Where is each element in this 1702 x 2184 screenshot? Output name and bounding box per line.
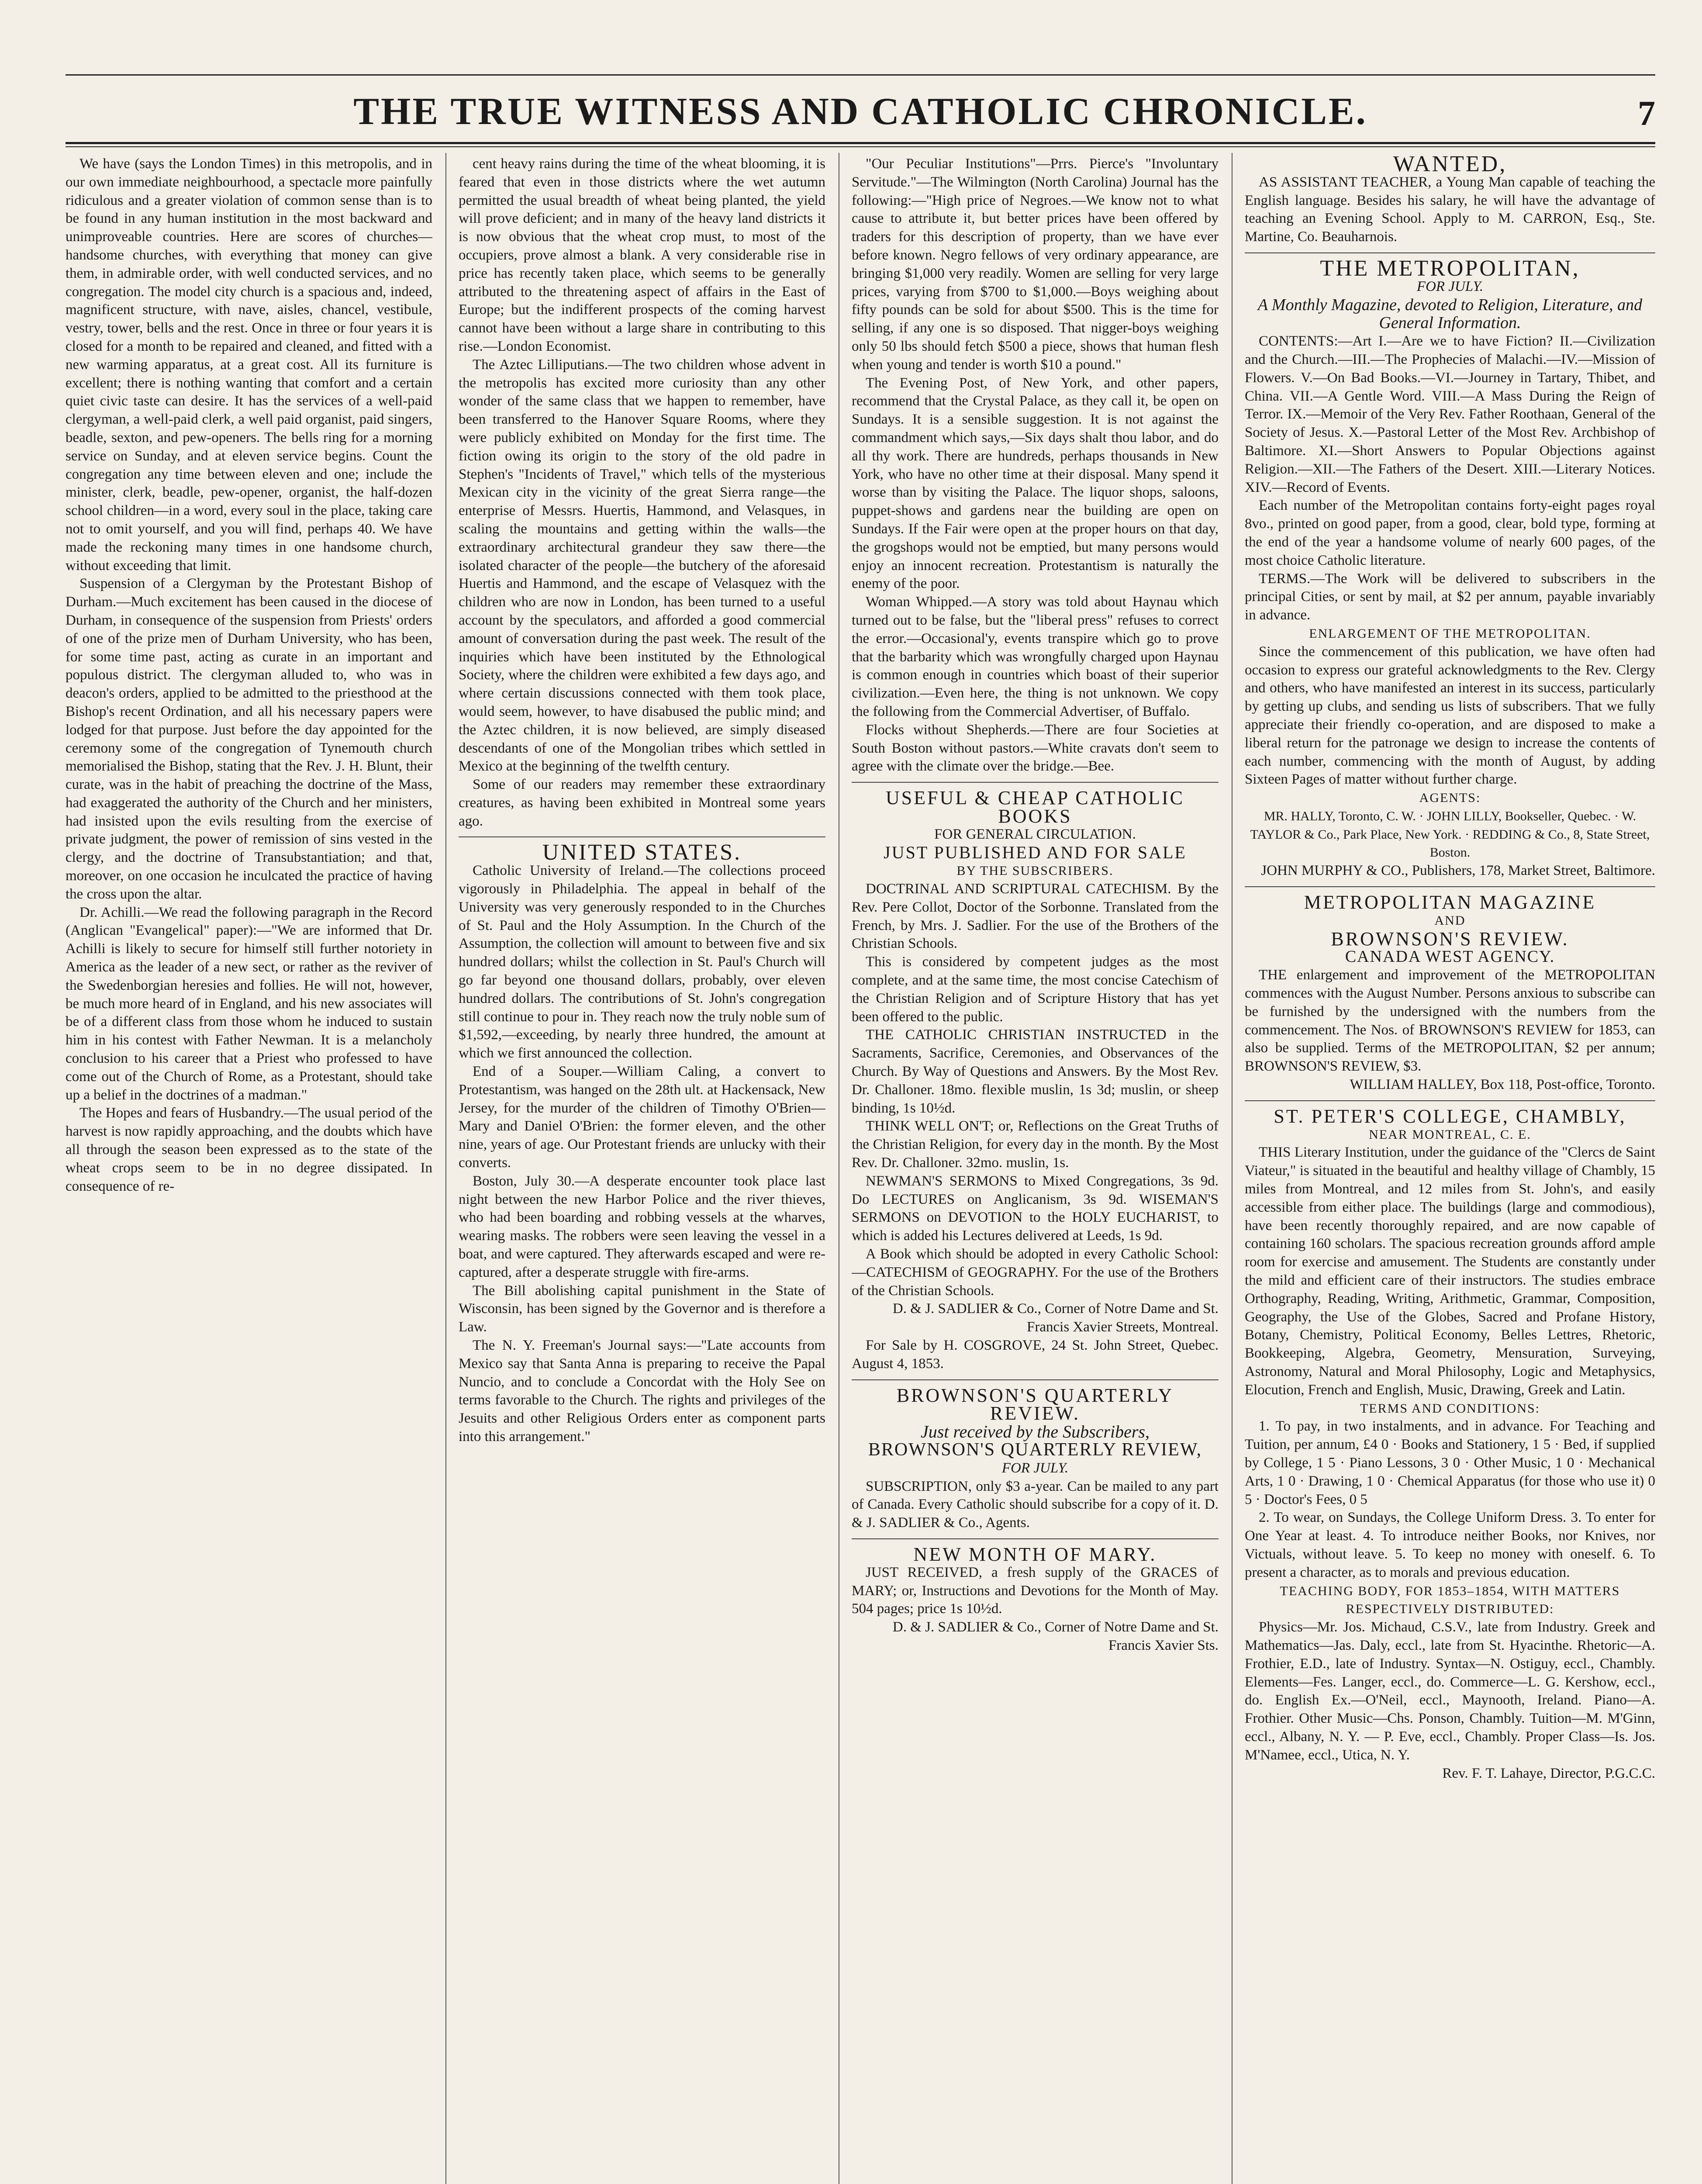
section-heading-united-states: UNITED STATES. <box>542 840 742 865</box>
ad-metropolitan-description: Each number of the Metropolitan contains forty-eight pages royal 8vo., printed on good paper, from a good, clear, bold type, forming at the end of the year a handsome volume of nearly 600 pages, of the most choice Catholic literature. <box>1245 498 1655 568</box>
masthead-bottom-rule-thin <box>66 146 1655 147</box>
ad-college-staff: Physics—Mr. Jos. Michaud, C.S.V., late from Industry. Greek and Mathematics—Jas. Daly, eccl., late from St. Hyacinthe. Rhetoric—A. Frothier, E.D., late of Industry. Syntax—N. Ostiguy, eccl., Chambly. Elements—Fes. Langer, eccl., do. Commerce—L. G. Kershow, eccl., do. English Ex.—O'Neil, eccl., Maynooth, Ireland. Piano—A. Frothier. Other Music—Chs. Ponson, Chambly. Tuition—M. M'Ginn, eccl., Albany, N. Y. — P. Eve, eccl., Chambly. Proper Class—Is. Jos. M'Namee, eccl., Utica, N. Y. <box>1245 1619 1655 1763</box>
ad-heading-st-peters-college: ST. PETER'S COLLEGE, CHAMBLY, <box>1274 1105 1626 1127</box>
article-end-of-souper: End of a Souper.—William Caling, a convert to Protestantism, was hanged on the 28th ult. at Hackensack, New Jersey, for the murder of the children of Timothy O'Brien—Mary and Daniel O'Brien: the former eleven, and the other nine, years of age. Our Protestant friends are unlucky with their converts. <box>459 1064 825 1171</box>
column-3 <box>852 155 1219 2184</box>
article-wisconsin: The Bill abolishing capital punishment in the State of Wisconsin, has been signed by the Governor and is therefore a Law. <box>459 1282 825 1335</box>
ad-metropolitan-contents: CONTENTS:—Art I.—Are we to have Fiction? II.—Civilization and the Church.—III.—The Prophecies of Malachi.—IV.—Mission of Flowers. V.—On Bad Books.—VI.—Journey in Tartary, Thibet, and China. VII.—A Gentle Word. VIII.—A Mass During the Reign of Terror. IX.—Memoir of the Very Rev. Father Roothaan, General of the Society of Jesus. X.—Pastoral Letter of the Most Rev. Archbishop of Baltimore. XI.—Short Answers to Popular Objections against Religion.—XII.—The Fathers of the Desert. XIII.—Literary Notices. XIV.—Record of Events. <box>1245 333 1655 495</box>
article-husbandry: The Hopes and fears of Husbandry.—The usual period of the harvest is now rapidly approaching, and the doubts which have all through the season been expressed as to the state of the wheat crops seem to be in no degree dissipated. In consequence of re- <box>66 1105 432 1194</box>
article-boston: Boston, July 30.—A desperate encounter took place last night between the new Harbor Police and the river thieves, who had been boarding and robbing vessels at the wharves, wearing masks. The robbers were seen leaving the vessel in a boat, and were captured. They afterwards escaped and were re-captured, after a desperate struggle with fire-arms. <box>459 1173 825 1280</box>
ad-sadlier-signature: D. & J. SADLIER & Co., Corner of Notre Dame and St. Francis Xavier Sts. <box>892 1619 1219 1653</box>
divider <box>1245 252 1655 253</box>
masthead-top-rule <box>66 74 1655 76</box>
column-1 <box>66 155 432 2184</box>
ad-publisher-signature: JOHN MURPHY & CO., Publishers, 178, Market Street, Baltimore. <box>1261 863 1655 879</box>
ad-subheading: NEAR MONTREAL, C. E. <box>1369 1127 1531 1142</box>
page-number: 7 <box>1638 94 1655 133</box>
ad-heading-brownson: BROWNSON'S QUARTERLY REVIEW. <box>896 1384 1174 1424</box>
ad-for-sale: For Sale by H. COSGROVE, 24 St. John Street, Quebec. August 4, 1853. <box>852 1337 1219 1372</box>
ad-graces-of-mary: JUST RECEIVED, a fresh supply of the GRACES of MARY; or, Instructions and Devotions for the Month of May. 504 pages; price 1s 10½d. <box>852 1564 1219 1617</box>
ad-heading-wanted: WANTED, <box>1393 155 1507 176</box>
ad-brownson-subscription: SUBSCRIPTION, only $3 a-year. Can be mailed to any part of Canada. Every Catholic should subscribe for a copy of it. D. & J. SADLIER & Co., Agents. <box>852 1478 1219 1531</box>
ad-heading-month-of-mary: NEW MONTH OF MARY. <box>913 1543 1157 1565</box>
article-peculiar-institutions: "Our Peculiar Institutions"—Prrs. Pierce's "Involuntary Servitude."—The Wilmington (North Carolina) Journal has the following:—"High price of Negroes.—We know not to what cause to attribute it, but better prices have been offered by traders for this description of property, than we have ever before known. Negro fellows of very ordinary appearance, are bringing $1,000 very readily. Women are selling for very large prices, varying from $700 to $1,000.—Boys weighing about fifty pounds can be sold for about $500. This is the time for selling, if any one is so disposed. That nigger-boys weighing only 50 lbs should fetch $500 a piece, shows that human flesh when young and tender is worth $10 a pound." <box>852 156 1219 373</box>
ad-sadlier-signature: D. & J. SADLIER & Co., Corner of Notre Dame and St. Francis Xavier Streets, Montreal. <box>892 1301 1219 1335</box>
divider <box>1245 886 1655 887</box>
divider <box>459 836 825 837</box>
ad-college-rules: 2. To wear, on Sundays, the College Uniform Dress. 3. To enter for One Year at least. 4. To introduce neither Books, nor Knives, nor Victuals, without leave. 5. To keep no money with oneself. 6. To present a character, as to morals and previous education. <box>1245 1510 1655 1580</box>
ad-catholic-christian: THE CATHOLIC CHRISTIAN INSTRUCTED in the Sacraments, Sacrifice, Ceremonies, and Observances of the Church. By Way of Questions and Answers. By the Most Rev. Dr. Challoner. 18mo. flexible muslin, 1s 3d; muslin, or sheep binding, 1s 10½d. <box>852 1027 1219 1116</box>
ad-catechism-note: This is considered by competent judges as the most complete, and at the same time, the most concise Catechism of the Christian Religion and of Scripture History that has yet been offered to the public. <box>852 954 1219 1025</box>
ad-subheading: Just received by the Subscribers, <box>921 1422 1150 1442</box>
ad-subheading: CANADA WEST AGENCY. <box>1345 947 1555 966</box>
ad-halley-signature: WILLIAM HALLEY, Box 118, Post-office, Toronto. <box>1350 1077 1655 1093</box>
article-aztec-note: Some of our readers may remember these extraordinary creatures, as having been exhibited in Montreal some years ago. <box>459 777 825 829</box>
ad-canada-west-agency: THE enlargement and improvement of the METROPOLITAN commences with the August Number. Persons anxious to subscribe can be furnished by the undersigned with the numbers from the commencement. The Nos. of BROWNSON'S REVIEW for 1853, can also be supplied. Terms of the METROPOLITAN, $2 per annum; BROWNSON'S REVIEW, $3. <box>1245 967 1655 1075</box>
newspaper-title: THE TRUE WITNESS AND CATHOLIC CHRONICLE. <box>353 90 1367 133</box>
ad-metropolitan-enlargement: Since the commencement of this publication, we have often had occasion to express our grateful acknowledgments to the Rev. Clergy and others, who have manifested an interest in its success, particularly by getting up clubs, and sending us lists of subscribers. That we fully appreciate their friendly co-operation, and are disposed to make a liberal return for the patronage we design to increase the contents of each number, commencing with the month of August, by adding Sixteen Pages of matter without further charge. <box>1245 643 1655 788</box>
ad-agents-list: MR. HALLY, Toronto, C. W. · JOHN LILLY, Bookseller, Quebec. · W. TAYLOR & Co., Park Place, New York. · REDDING & Co., 8, State Street, Boston. <box>1250 809 1650 860</box>
column-rule <box>445 153 446 2184</box>
ad-think-well: THINK WELL ON'T; or, Reflections on the Great Truths of the Christian Religion, for every day in the month. By the Most Rev. Dr. Challoner. 32mo. muslin, 1s. <box>852 1118 1219 1171</box>
ad-metropolitan-terms: TERMS.—The Work will be delivered to subscribers in the principal Cities, or sent by mail, at $2 per annum, payable invariably in advance. <box>1245 570 1655 623</box>
ad-subheading: FOR JULY. <box>1001 1460 1069 1476</box>
ad-assistant-teacher: AS ASSISTANT TEACHER, a Young Man capable of teaching the English language. Besides his salary, he will have the advantage of teaching an Evening School. Apply to M. CARRON, Esq., Ste. Martine, Co. Beauharnois. <box>1245 174 1655 245</box>
ad-subheading: JUST PUBLISHED AND FOR SALE <box>884 843 1187 863</box>
divider <box>852 1538 1219 1539</box>
ad-sermons: NEWMAN'S SERMONS to Mixed Congregations, 3s 9d. Do LECTURES on Anglicanism, 3s 9d. WISEMAN'S SERMONS on DEVOTION to the HOLY EUCHARIST, to which is added his Lectures delivered at Leeds, 1s 9d. <box>852 1173 1219 1244</box>
ad-director-signature: Rev. F. T. Lahaye, Director, P.G.C.C. <box>1442 1765 1655 1781</box>
ad-subheading: A Monthly Magazine, devoted to Religion, Literature, and General Information. <box>1257 295 1643 332</box>
ad-heading-metropolitan-magazine: METROPOLITAN MAGAZINE <box>1304 892 1596 913</box>
masthead-bottom-rule <box>66 142 1655 144</box>
ad-subheading: AGENTS: <box>1419 791 1481 805</box>
ad-heading-useful-books: USEFUL & CHEAP CATHOLIC BOOKS <box>885 787 1184 827</box>
article-husbandry-continued: cent heavy rains during the time of the wheat blooming, it is feared that even in those districts where the wet autumn permitted the usual breadth of wheat being planted, the yield will prove deficient; and in many of the heavy land districts it is now obvious that the wheat crop must, to most of the occupiers, prove almost a blank. A very considerable rise in price has recently taken place, which seems to be generally attributed to the threatening aspect of affairs in the East of Europe; but the indifferent prospects of the coming harvest cannot have been without a large share in contributing to this rise.—London Economist. <box>459 156 825 354</box>
ad-subheading: AND <box>1434 913 1466 928</box>
ad-heading-brownsons-review: BROWNSON'S REVIEW. <box>1331 928 1569 950</box>
ad-heading-metropolitan: THE METROPOLITAN, <box>1320 256 1580 281</box>
ad-subheading: BROWNSON'S QUARTERLY REVIEW, <box>868 1439 1202 1460</box>
ad-subheading: TERMS AND CONDITIONS: <box>1360 1401 1540 1416</box>
ad-catechism: DOCTRINAL AND SCRIPTURAL CATECHISM. By the Rev. Pere Collot, Doctor of the Sorbonne. Translated from the French, by Mrs. J. Sadlier. For the use of the Brothers of the Christian Schools. <box>852 881 1219 952</box>
article-catholic-university: Catholic University of Ireland.—The collections proceed vigorously in Philadelphia. The appeal in behalf of the University was very generously responded to in the Churches of St. Paul and the Holy Assumption. In the Church of the Assumption, the collection will amount to between five and six hundred dollars; whilst the collection in St. Paul's Church will go far beyond one thousand dollars, probably, over eleven hundred dollars. The contributions of St. John's congregation still continue to pour in. They reach now the truly noble sum of $1,592,—exceeding, by nearly three hundred, the amount at which we first announced the collection. <box>459 863 825 1061</box>
column-4 <box>1245 155 1655 2184</box>
column-2 <box>459 155 825 2184</box>
article-dr-achilli: Dr. Achilli.—We read the following paragraph in the Record (Anglican "Evangelical" paper):—"We are informed that Dr. Achilli is likely to secure for himself still further notoriety in America as the leader of a new sect, or rather as the reviver of the Swedenborgian heresies and follies. He will not, however, be much more heard of in England, and his new associates will be of a different class from those whom he induced to sustain him in his contest with Father Newman. It is a melancholy conclusion to his career that a Priest who professed to have come out of the Church of Rome, as a Protestant, should take up a belief in the doctrines of a madman." <box>66 904 432 1103</box>
article-evening-post: The Evening Post, of New York, and other papers, recommend that the Crystal Palace, as they call it, be open on Sundays. It is a sensible suggestion. It is not against the commandment which says,—Six days shalt thou labor, and do all thy work. There are hundreds, perhaps thousands in New York, who have no other time at their disposal. Many spend it worse than by visiting the Palace. The liquor shops, saloons, puppet-shows and gardens near the building are open on Sundays. If the Fair were open at the proper hours on that day, the grogshops would not be emptied, but many persons would enjoy an innocent recreation. Protestantism is naturally the enemy of the poor. <box>852 375 1219 592</box>
article-flocks: Flocks without Shepherds.—There are four Societies at South Boston without pastors.—White cravats don't seem to agree with the climate over the bridge.—Bee. <box>852 722 1219 774</box>
ad-subheading: FOR GENERAL CIRCULATION. <box>934 826 1136 842</box>
divider <box>1245 1100 1655 1101</box>
article-woman-whipped: Woman Whipped.—A story was told about Haynau which turned out to be false, but the "liberal press" refuses to correct the error.—Occasional'y, events transpire which go to prove that the barbarity which was wrongfully charged upon Haynau is common enough in countries which boast of their superior civilization.—Even here, the thing is not unknown. We copy the following from the Commercial Advertiser, of Buffalo. <box>852 594 1219 719</box>
ad-subheading: BY THE SUBSCRIBERS. <box>956 864 1114 878</box>
ad-college-terms: 1. To pay, in two instalments, and in advance. For Teaching and Tuition, per annum, £4 0 · Books and Stationery, 1 5 · Bed, if supplied by College, 1 5 · Piano Lessons, 3 0 · Other Music, 1 0 · Mechanical Arts, 1 0 · Drawing, 1 0 · Chemical Apparatus (for those who use it) 0 5 · Doctor's Fees, 0 5 <box>1245 1418 1655 1507</box>
ad-college-description: THIS Literary Institution, under the guidance of the "Clercs de Saint Viateur," is situated in the beautiful and healthy village of Chambly, 15 miles from Montreal, and 12 miles from St. John's, and easily accessible from either place. The buildings (large and commodious), have been recently thoroughly repaired, and are now capable of containing 160 scholars. The spacious recreation grounds afford ample room for exercise and amusement. The Students are constantly under the mild and efficient care of their instructors. The studies embrace Orthography, Reading, Writing, Arithmetic, Grammar, Composition, Geography, the Use of the Globes, Sacred and Profane History, Botany, Chemistry, Political Economy, Belles Lettres, Rhetoric, Bookkeeping, Algebra, Geometry, Mensuration, Surveying, Astronomy, Natural and Moral Philosophy, Logic and Metaphysics, Elocution, French and English, Music, Drawing, Greek and Latin. <box>1245 1144 1655 1398</box>
ad-subheading: TEACHING BODY, FOR 1853–1854, WITH MATTERS RESPECTIVELY DISTRIBUTED: <box>1280 1583 1620 1617</box>
article-clergyman-suspension: Suspension of a Clergyman by the Protestant Bishop of Durham.—Much excitement has been caused in the diocese of Durham, in consequence of the suspension from Priests' orders of one of the prize men of Durham University, who has been, for some time past, acting as curate in an important and populous district. The clergyman alluded to, who was in deacon's orders, applied to be admitted to the priesthood at the Bishop's recent Ordination, and all his necessary papers were lodged for that purpose. Just before the day appointed for the ceremony some of the congregation of Tynemouth church memorialised the Bishop, stating that the Rev. J. H. Blunt, their curate, was in the habit of preaching the doctrine of the Mass, had exaggerated the authority of the Church and her ministers, had insisted upon the evils resulting from the exercise of private judgment, the power of remission of sins vested in the clergy, and the doctrine of Transubstantiation; and that, moreover, on one occasion he inculcated the practice of having the cross upon the altar. <box>66 576 432 902</box>
article-london-churches: We have (says the London Times) in this metropolis, and in our own immediate neighbourhood, a spectacle more painfully ridiculous and a greater violation of common sense than is to be found in any human institution in the most backward and unimproveable countries. Here are scores of churches—handsome churches, with everything that money can give them, in admirable order, with well conducted services, and no congregation. The model city church is a spacious and, indeed, magnificent structure, with nave, aisles, chancel, vestibule, vestry, tower, bells and the rest. Once in three or four years it is closed for a month to be repaired and cleaned, and fitted with a new warming apparatus, at a great cost. All its furniture is excellent; there is nothing wanting that comfort and a certain quiet civic taste can desire. It has the services of a well-paid clergyman, a well-paid clerk, a well paid organist, paid singers, beadle, sexton, and pew-openers. The bells ring for a morning service on Sunday, and at eleven service begins. Count the congregation any time between eleven and one; include the minister, clerk, beadle, pew-opener, organist, the half-dozen school children—in a word, every soul in the place, taking care not to omit yourself, and you will find, perhaps 40. We have made the reckoning many times in one handsome church, without exceeding that limit. <box>66 156 432 574</box>
divider <box>852 782 1219 783</box>
ad-subheading: ENLARGEMENT OF THE METROPOLITAN. <box>1309 626 1591 641</box>
ad-geography: A Book which should be adopted in every Catholic School:—CATECHISM of GEOGRAPHY. For the use of the Brothers of the Christian Schools. <box>852 1246 1219 1299</box>
divider <box>852 1379 1219 1380</box>
masthead <box>66 76 1655 142</box>
ad-subheading: FOR JULY. <box>1416 278 1484 294</box>
article-aztec-lilliputians: The Aztec Lilliputians.—The two children whose advent in the metropolis has excited more curiosity than any other wonder of the same class that we happen to remember, have been transferred to the Hanover Square Rooms, where they were publicly exhibited on Monday for the first time. The fiction owing its origin to the story of the old padre in Stephen's "Incidents of Travel," which tells of the mysterious Mexican city in the vicinity of the great Sierra range—the enterprise of Messrs. Huertis, Hammond, and Velasques, in scaling the mountains and getting within the walls—the extraordinary architectural grandeur they saw there—the isolated character of the people—the butchery of the aforesaid Huertis and Hammond, and the escape of Velasquez with the children who are now in London, has been turned to a useful account by the speculators, and afforded a good commercial amount of conversation during the past week. The result of the inquiries which have been instituted by the Ethnological Society, where the children were exhibited a few days ago, and where certain discussions connected with them took place, would seem, however, to have disabused the public mind; and the Aztec children, it is now believed, are simply diseased descendants of one of the Mongolian tribes which settled in Mexico at the beginning of the twelfth century. <box>459 356 825 774</box>
article-freemans-journal: The N. Y. Freeman's Journal says:—"Late accounts from Mexico say that Santa Anna is preparing to receive the Papal Nuncio, and to conclude a Concordat with the Holy See on terms favorable to the Church. The rights and privileges of the Jesuits and other Religious Orders enter as component parts into this arrangement." <box>459 1337 825 1444</box>
